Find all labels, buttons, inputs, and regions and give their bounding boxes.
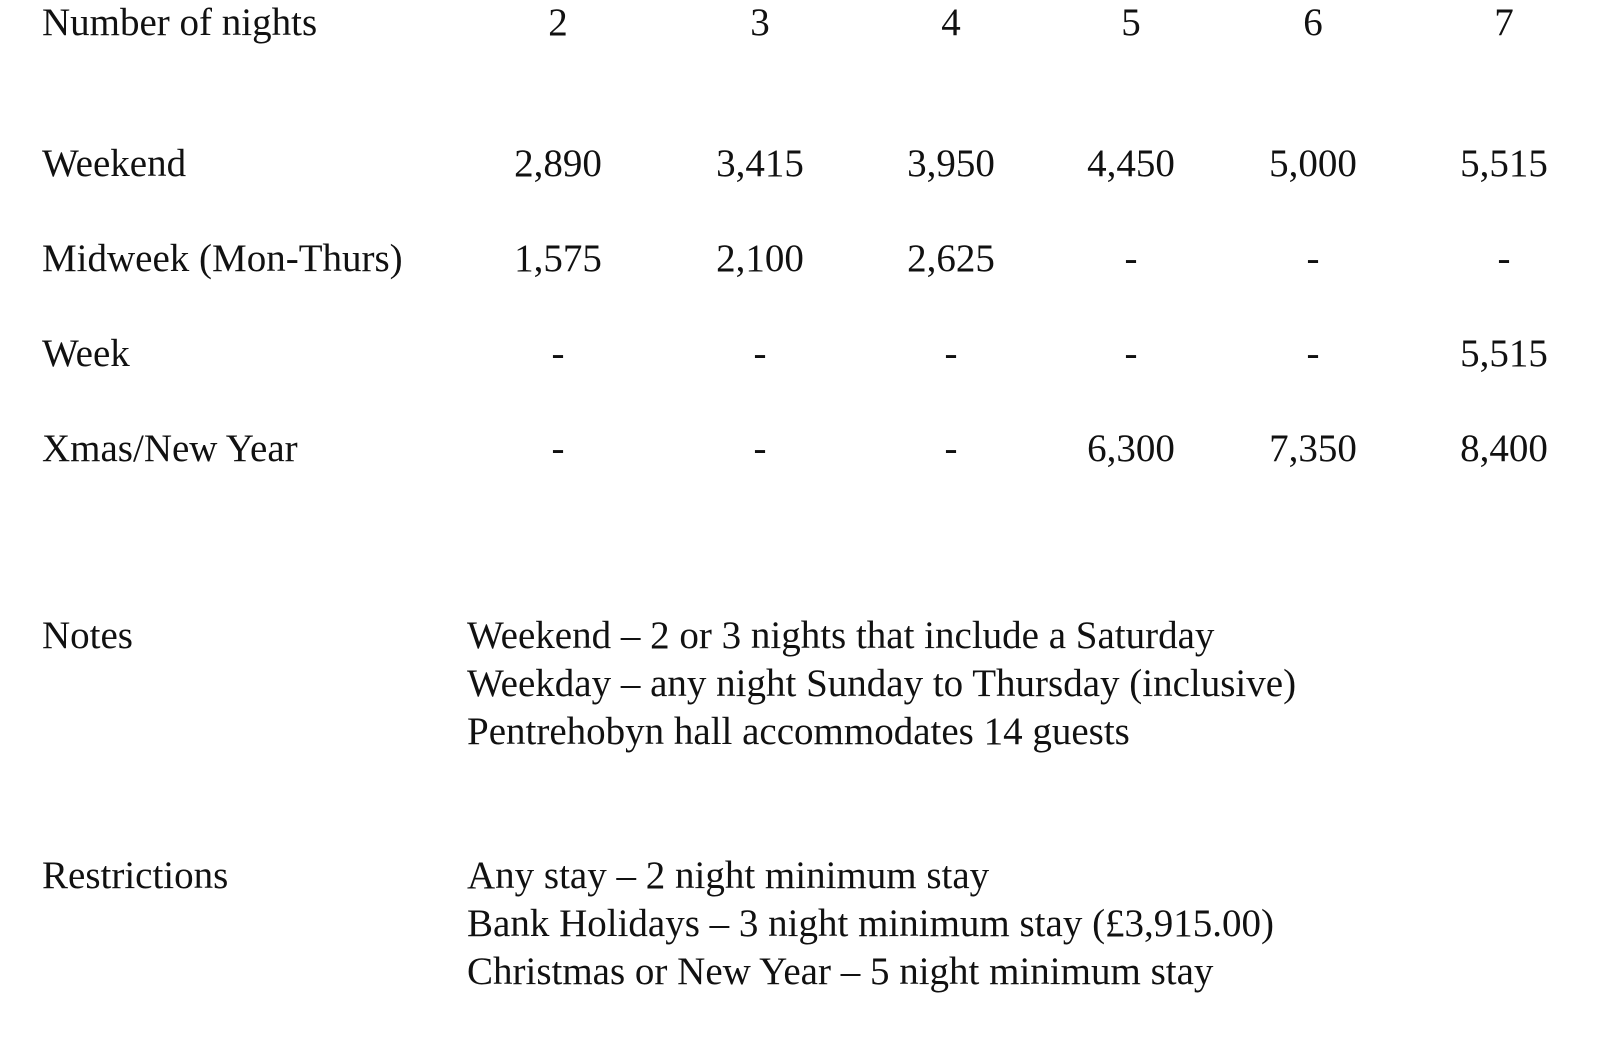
row-label: Weekend: [42, 142, 187, 185]
row-label: Midweek (Mon-Thurs): [42, 237, 403, 280]
restriction-line: Bank Holidays – 3 night minimum stay (£3,915.00): [467, 902, 1275, 945]
price-cell: -: [1497, 237, 1511, 280]
price-cell: -: [551, 332, 565, 375]
restrictions-section: [0, 852, 1600, 1002]
price-cell: 6,300: [1087, 427, 1175, 470]
restriction-line: Christmas or New Year – 5 night minimum stay: [467, 950, 1214, 993]
header-cell: 2: [548, 1, 568, 44]
price-cell: 3,415: [716, 142, 804, 185]
price-cell: -: [1306, 237, 1320, 280]
table-row: [0, 139, 1600, 189]
notes-label: Notes: [42, 614, 133, 657]
price-cell: 1,575: [514, 237, 602, 280]
price-cell: -: [1306, 332, 1320, 375]
price-cell: 5,000: [1269, 142, 1357, 185]
price-cell: -: [753, 332, 767, 375]
price-cell: 3,950: [907, 142, 995, 185]
price-cell: 2,890: [514, 142, 602, 185]
header-cell: 3: [750, 1, 770, 44]
price-cell: -: [944, 427, 958, 470]
note-line: Pentrehobyn hall accommodates 14 guests: [467, 710, 1130, 753]
table-row: [0, 234, 1600, 284]
price-cell: 5,515: [1460, 142, 1548, 185]
table-row: [0, 424, 1600, 474]
row-label: Week: [42, 332, 130, 375]
price-cell: 2,625: [907, 237, 995, 280]
restrictions-list: [467, 852, 1567, 996]
price-cell: -: [944, 332, 958, 375]
header-label: Number of nights: [42, 1, 318, 44]
restrictions-label: Restrictions: [42, 854, 229, 897]
price-cell: 8,400: [1460, 427, 1548, 470]
header-cell: 7: [1494, 1, 1514, 44]
price-cell: 7,350: [1269, 427, 1357, 470]
note-line: Weekday – any night Sunday to Thursday (inclusive): [467, 662, 1297, 705]
price-cell: -: [1124, 237, 1138, 280]
header-cell: 6: [1303, 1, 1323, 44]
notes-section: [0, 612, 1600, 762]
table-header-row: [0, 0, 1600, 48]
header-cell: 4: [941, 1, 961, 44]
price-cell: -: [551, 427, 565, 470]
price-cell: -: [753, 427, 767, 470]
price-cell: -: [1124, 332, 1138, 375]
row-label: Xmas/New Year: [42, 427, 298, 470]
price-cell: 4,450: [1087, 142, 1175, 185]
notes-list: [467, 612, 1567, 756]
price-cell: 2,100: [716, 237, 804, 280]
note-line: Weekend – 2 or 3 nights that include a Saturday: [467, 614, 1215, 657]
table-row: [0, 329, 1600, 379]
restriction-line: Any stay – 2 night minimum stay: [467, 854, 990, 897]
price-cell: 5,515: [1460, 332, 1548, 375]
header-cell: 5: [1121, 1, 1141, 44]
